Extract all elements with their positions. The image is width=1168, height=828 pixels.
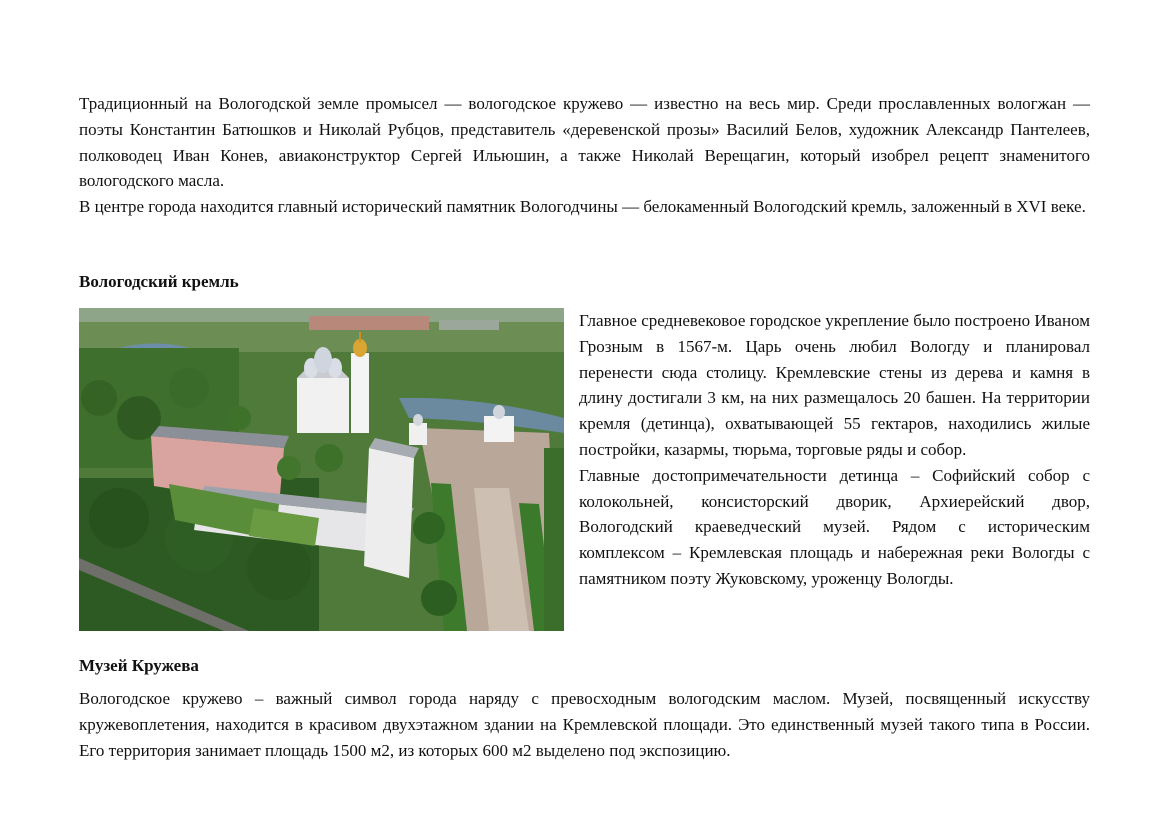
- museum-paragraph: Вологодское кружево – важный символ города наряду с превосходным вологодским маслом. Музей, посвященный искусству кружевоплетения, находится в красивом двухэтажном здании на Кремлевской площади. Это единственный музей такого типа в России. Его территория занимает площадь 1500 м2, из которых 600 м2 выделено под экспозицию.: [79, 689, 1090, 760]
- intro-paragraph-2: В центре города находится главный исторический памятник Вологодчины — белокаменный Вологодский кремль, заложенный в XVI веке.: [79, 197, 1086, 217]
- kremlin-paragraph-2: Главные достопримечательности детинца – Софийский собор с колокольней, консисторский дворик, Архиерейский двор, Вологодский краеведческий музей. Рядом с историческим комплексом – Кремлевская площадь и набережная реки Вологды с памятником поэту Жуковскому, уроженцу Вологды.: [579, 465, 1090, 588]
- intro-paragraph-1: Традиционный на Вологодской земле промысел — вологодское кружево — известно на весь мир. Среди прославленных вологжан — поэты Константин Батюшков и Николай Рубцов, представитель «деревенской прозы» Василий Белов, художник Александр Пантелеев, полководец Иван Конев, авиаконструктор Сергей Ильюшин, а также Николай Верещагин, который изобрел рецепт знаменитого вологодского масла.: [79, 94, 1090, 191]
- kremlin-heading: Вологодский кремль: [79, 272, 239, 291]
- kremlin-paragraph-1: Главное средневековое городское укрепление было построено Иваном Грозным в 1567-м. Царь очень любил Вологду и планировал перенести сюда столицу. Кремлевские стены из дерева и камня в длину достигали 3 км, на них размещалось 20 башен. На территории кремля (детинца), охватывающей 55 гектаров, находились жилые постройки, казармы, тюрьма, торговые ряды и собор.: [579, 311, 1090, 459]
- museum-heading: Музей Кружева: [79, 656, 199, 675]
- kremlin-aerial-photo: [79, 308, 564, 631]
- intro-section: [79, 91, 1090, 220]
- kremlin-section-text: [579, 308, 1090, 592]
